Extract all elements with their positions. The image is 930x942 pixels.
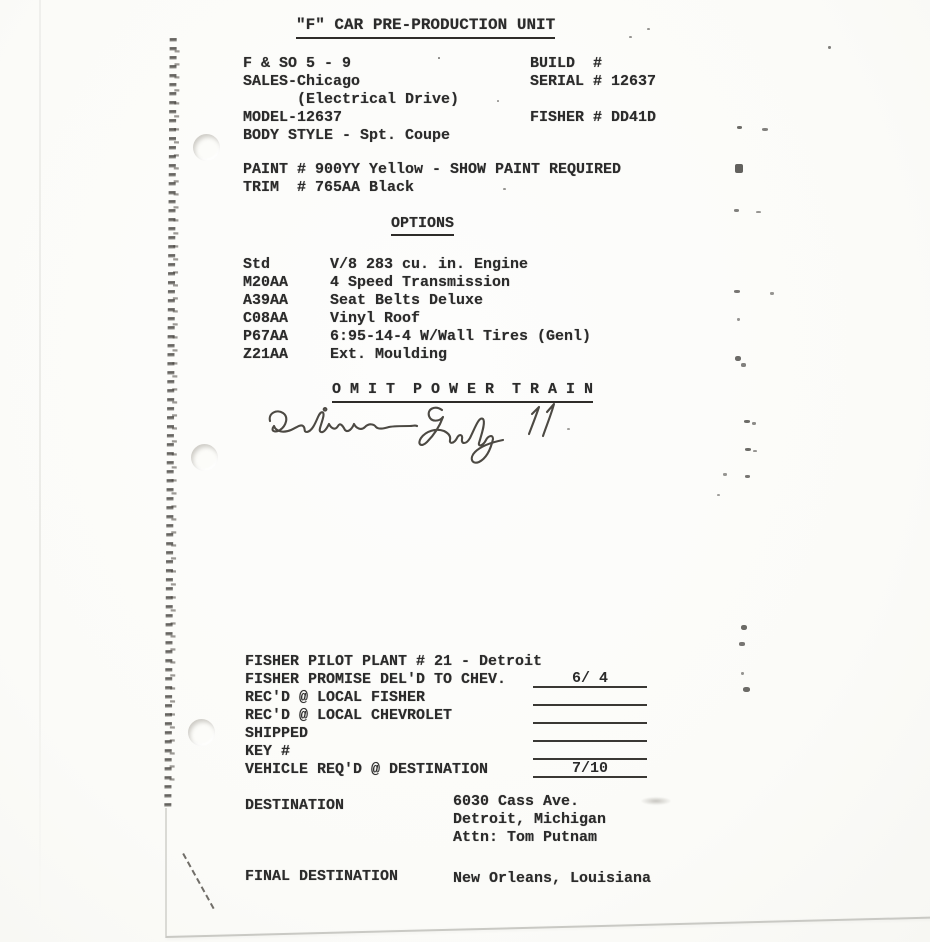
punch-hole	[188, 719, 215, 746]
body-style-line: BODY STYLE - Spt. Coupe	[243, 127, 451, 144]
option-desc: 6:95-14-4 W/Wall Tires (Genl)	[330, 328, 592, 345]
handwriting-numeral-one	[529, 407, 539, 434]
destination-address-line: 6030 Cass Ave.	[453, 793, 580, 810]
scan-speckle	[762, 128, 768, 131]
scan-speckle	[744, 420, 750, 423]
pen-mark	[182, 853, 214, 909]
serial-number-line: SERIAL # 12637	[530, 73, 657, 90]
schedule-label: KEY #	[245, 743, 291, 760]
handwriting-word-deliver	[270, 411, 417, 432]
drive-note-line: (Electrical Drive)	[297, 91, 460, 108]
option-code: Std	[243, 256, 271, 273]
scan-speckle	[745, 475, 750, 478]
punch-hole	[193, 134, 220, 161]
option-code: Z21AA	[243, 346, 289, 363]
document-title: "F" CAR PRE-PRODUCTION UNIT	[296, 16, 555, 39]
model-line: MODEL-12637	[243, 109, 343, 126]
scan-speckle	[647, 28, 650, 30]
binding-edge-noise	[161, 36, 184, 812]
scan-speckle	[497, 100, 499, 102]
scan-smudge	[641, 797, 671, 805]
option-desc: Ext. Moulding	[330, 346, 448, 363]
handwriting-i-dot	[324, 408, 327, 411]
options-heading: OPTIONS	[391, 215, 454, 236]
scan-speckle	[735, 356, 741, 361]
final-destination-value: New Orleans, Louisiana	[453, 870, 652, 887]
destination-address-line: Detroit, Michigan	[453, 811, 607, 828]
scan-speckle	[741, 625, 747, 630]
option-desc: 4 Speed Transmission	[330, 274, 511, 291]
scan-speckle	[723, 473, 727, 476]
handwriting-word-july	[419, 408, 503, 463]
scan-speckle	[734, 290, 740, 293]
scan-speckle	[752, 422, 756, 425]
scan-speckle	[737, 318, 740, 321]
omit-power-train-note: O M I T P O W E R T R A I N	[332, 381, 593, 403]
schedule-label: REC'D @ LOCAL CHEVROLET	[245, 707, 453, 724]
destination-label: DESTINATION	[245, 797, 345, 814]
fso-line: F & SO 5 - 9	[243, 55, 352, 72]
sales-line: SALES-Chicago	[243, 73, 361, 90]
trim-line: TRIM # 765AA Black	[243, 179, 415, 196]
option-code: M20AA	[243, 274, 289, 291]
option-code: P67AA	[243, 328, 289, 345]
scan-speckle	[734, 209, 739, 212]
option-code: C08AA	[243, 310, 289, 327]
option-desc: Seat Belts Deluxe	[330, 292, 484, 309]
page-bottom-edge	[166, 917, 930, 938]
scan-speckle	[739, 642, 745, 646]
scan-speckle	[735, 164, 743, 173]
option-desc: Vinyl Roof	[330, 310, 421, 327]
handwritten-note	[255, 400, 585, 478]
handwriting-numeral-one	[543, 404, 554, 436]
scan-speckle	[745, 448, 751, 451]
option-desc: V/8 283 cu. in. Engine	[330, 256, 529, 273]
scan-speckle	[743, 687, 750, 692]
schedule-fill-field: 6/ 4	[533, 671, 647, 688]
schedule-fill-field	[533, 725, 647, 742]
scan-speckle	[753, 450, 757, 452]
scan-speckle	[741, 363, 746, 367]
pilot-plant-line: FISHER PILOT PLANT # 21 - Detroit	[245, 653, 543, 670]
scan-speckle	[741, 672, 744, 675]
schedule-label: VEHICLE REQ'D @ DESTINATION	[245, 761, 489, 778]
schedule-fill-field: 7/10	[533, 761, 647, 778]
scan-speckle	[503, 188, 506, 190]
fisher-number-line: FISHER # DD41D	[530, 109, 657, 126]
schedule-label: REC'D @ LOCAL FISHER	[245, 689, 426, 706]
paint-line: PAINT # 900YY Yellow - SHOW PAINT REQUIRED	[243, 161, 622, 178]
scan-speckle	[756, 211, 761, 213]
scan-speckle	[438, 57, 440, 59]
schedule-fill-field	[533, 689, 647, 706]
schedule-fill-field	[533, 743, 647, 760]
punch-hole	[191, 444, 218, 471]
scan-speckle	[629, 36, 632, 38]
scan-speckle	[828, 46, 831, 49]
schedule-label: SHIPPED	[245, 725, 309, 742]
schedule-fill-field	[533, 707, 647, 724]
scan-speckle	[717, 494, 720, 496]
build-number-label: BUILD #	[530, 55, 603, 72]
schedule-label: FISHER PROMISE DEL'D TO CHEV.	[245, 671, 507, 688]
scan-speckle	[737, 126, 742, 129]
destination-address-line: Attn: Tom Putnam	[453, 829, 598, 846]
option-code: A39AA	[243, 292, 289, 309]
scan-speckle	[770, 292, 774, 295]
final-destination-label: FINAL DESTINATION	[245, 868, 399, 885]
page-left-edge	[165, 808, 167, 938]
paper-left-edge-shadow	[39, 0, 41, 912]
